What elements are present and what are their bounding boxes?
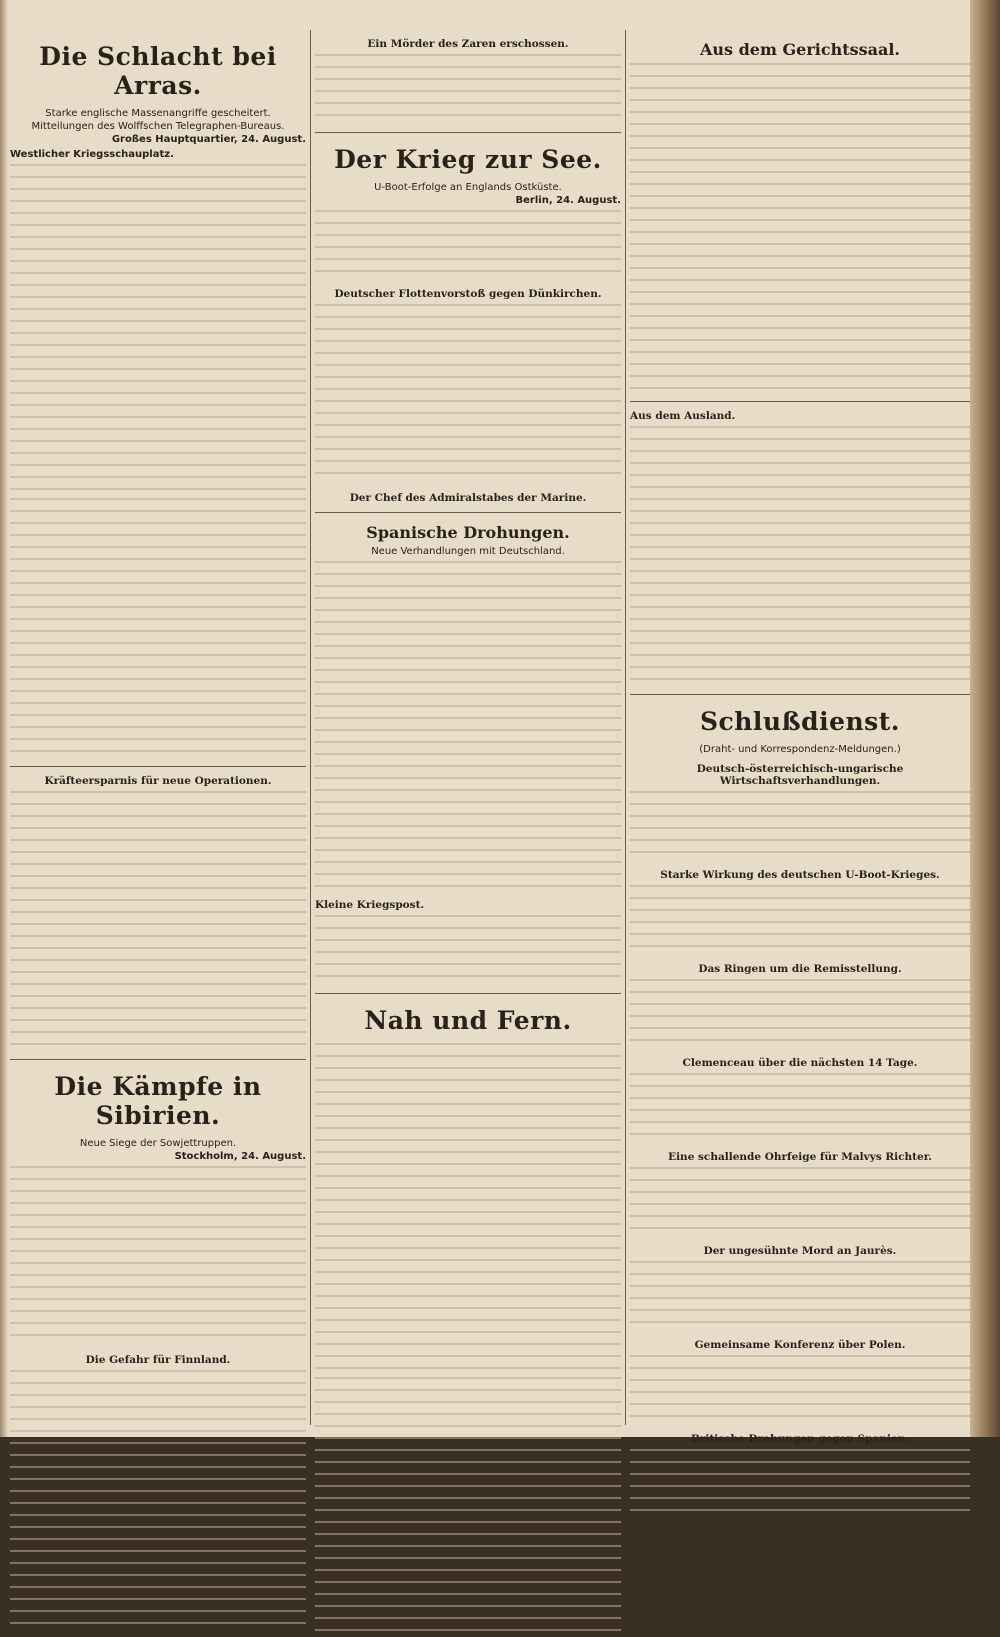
article-body-malvy [630, 1167, 970, 1237]
article-body-spanien [315, 561, 621, 891]
article-body-wirtschaft [630, 791, 970, 861]
column-right [630, 30, 970, 1445]
article-body-sibirien [10, 1166, 306, 1346]
headline-polen: Gemeinsame Konferenz über Polen. [694, 1339, 906, 1351]
subhead-sibirien: Neue Siege der Sowjettruppen. [79, 1138, 237, 1149]
article-body-finnland [10, 1370, 306, 1630]
dateline-sibirien: Stockholm, 24. August. [174, 1151, 306, 1162]
signature-admiralstab: Der Chef des Admiralstabes der Marine. [349, 492, 587, 504]
article-body-ubootlage [315, 210, 621, 280]
article-body-remisstellung [630, 979, 970, 1049]
article-body-duenkirchen [315, 304, 621, 484]
subhead-spanien: Neue Verhandlungen mit Deutschland. [371, 546, 565, 557]
war-theater-label: Westlicher Kriegsschauplatz. [10, 149, 174, 160]
headline-malvy: Eine schallende Ohrfeige für Malvys Richter. [668, 1151, 932, 1163]
subhead-schlussdienst: (Draht- und Korrespondenz-Meldungen.) [699, 744, 901, 755]
headline-spanien-britisch: Britische Drohungen gegen Spanien. [690, 1433, 910, 1445]
column-rule-1 [310, 30, 311, 1425]
headline-jaures: Der ungesühnte Mord an Jaurès. [703, 1245, 897, 1257]
headline-kraefteersparnis: Kräfteersparnis für neue Operationen. [44, 775, 272, 787]
article-body-zarenmoerder [315, 54, 621, 124]
article-body-nah-und-fern [315, 1043, 621, 1373]
headline-ausland: Aus dem Ausland. [630, 410, 736, 422]
article-body-polen [630, 1355, 970, 1425]
headline-zarenmoerder: Ein Mörder des Zaren erschossen. [367, 38, 569, 50]
separator [315, 512, 621, 513]
separator [630, 694, 970, 695]
column-middle [315, 30, 621, 1425]
headline-kleine-kriegspost: Kleine Kriegspost. [315, 899, 425, 911]
headline-gerichtssaal: Aus dem Gerichtssaal. [699, 40, 900, 59]
article-body-kraefteersparnis [10, 791, 306, 1051]
article-body-kriegspost [315, 915, 621, 985]
separator [10, 766, 306, 767]
headline-uboot-wirkung: Starke Wirkung des deutschen U-Boot-Krieges. [660, 869, 940, 881]
subhead-krieg-zur-see: U-Boot-Erfolge an Englands Ostküste. [374, 182, 562, 193]
separator [630, 401, 970, 402]
column-left [10, 30, 306, 1425]
page-left-edge [0, 0, 8, 1437]
headline-spanien: Spanische Drohungen. [366, 523, 570, 542]
article-body-gerichtssaal [630, 63, 970, 393]
subhead-arras-1: Starke englische Massenangriffe gescheitert. [45, 108, 271, 119]
article-body-nah-und-fern-cont [315, 1377, 621, 1637]
page-binding-edge [970, 0, 1000, 1437]
headline-arras: Die Schlacht bei Arras. [39, 42, 277, 100]
article-body-ausland [630, 426, 970, 686]
article-body-uboot-wirkung [630, 885, 970, 955]
dateline-arras: Großes Hauptquartier, 24. August. [111, 134, 306, 145]
headline-wirtschaftsverhandlungen: Deutsch-österreichisch-ungarische Wirtschaftsverhandlungen. [696, 763, 904, 787]
dateline-krieg-zur-see: Berlin, 24. August. [515, 195, 621, 206]
headline-schlussdienst: Schlußdienst. [699, 707, 900, 736]
article-body-arras-cont [10, 498, 306, 758]
headline-remisstellung: Das Ringen um die Remisstellung. [698, 963, 902, 975]
article-body-arras [10, 164, 306, 494]
subhead-arras-2: Mitteilungen des Wolffschen Telegraphen-Bureaus. [31, 121, 285, 132]
headline-sibirien: Die Kämpfe in Sibirien. [54, 1072, 262, 1130]
article-body-spanien-britisch [630, 1449, 970, 1519]
headline-krieg-zur-see: Der Krieg zur See. [334, 145, 602, 174]
separator [315, 132, 621, 133]
article-body-jaures [630, 1261, 970, 1331]
headline-nah-und-fern: Nah und Fern. [364, 1006, 572, 1035]
headline-duenkirchen: Deutscher Flottenvorstoß gegen Dünkirchen. [334, 288, 602, 300]
headline-clemenceau: Clemenceau über die nächsten 14 Tage. [682, 1057, 918, 1069]
article-body-clemenceau [630, 1073, 970, 1143]
column-rule-2 [625, 30, 626, 1425]
separator [10, 1059, 306, 1060]
separator [315, 993, 621, 994]
headline-finnland: Die Gefahr für Finnland. [85, 1354, 231, 1366]
